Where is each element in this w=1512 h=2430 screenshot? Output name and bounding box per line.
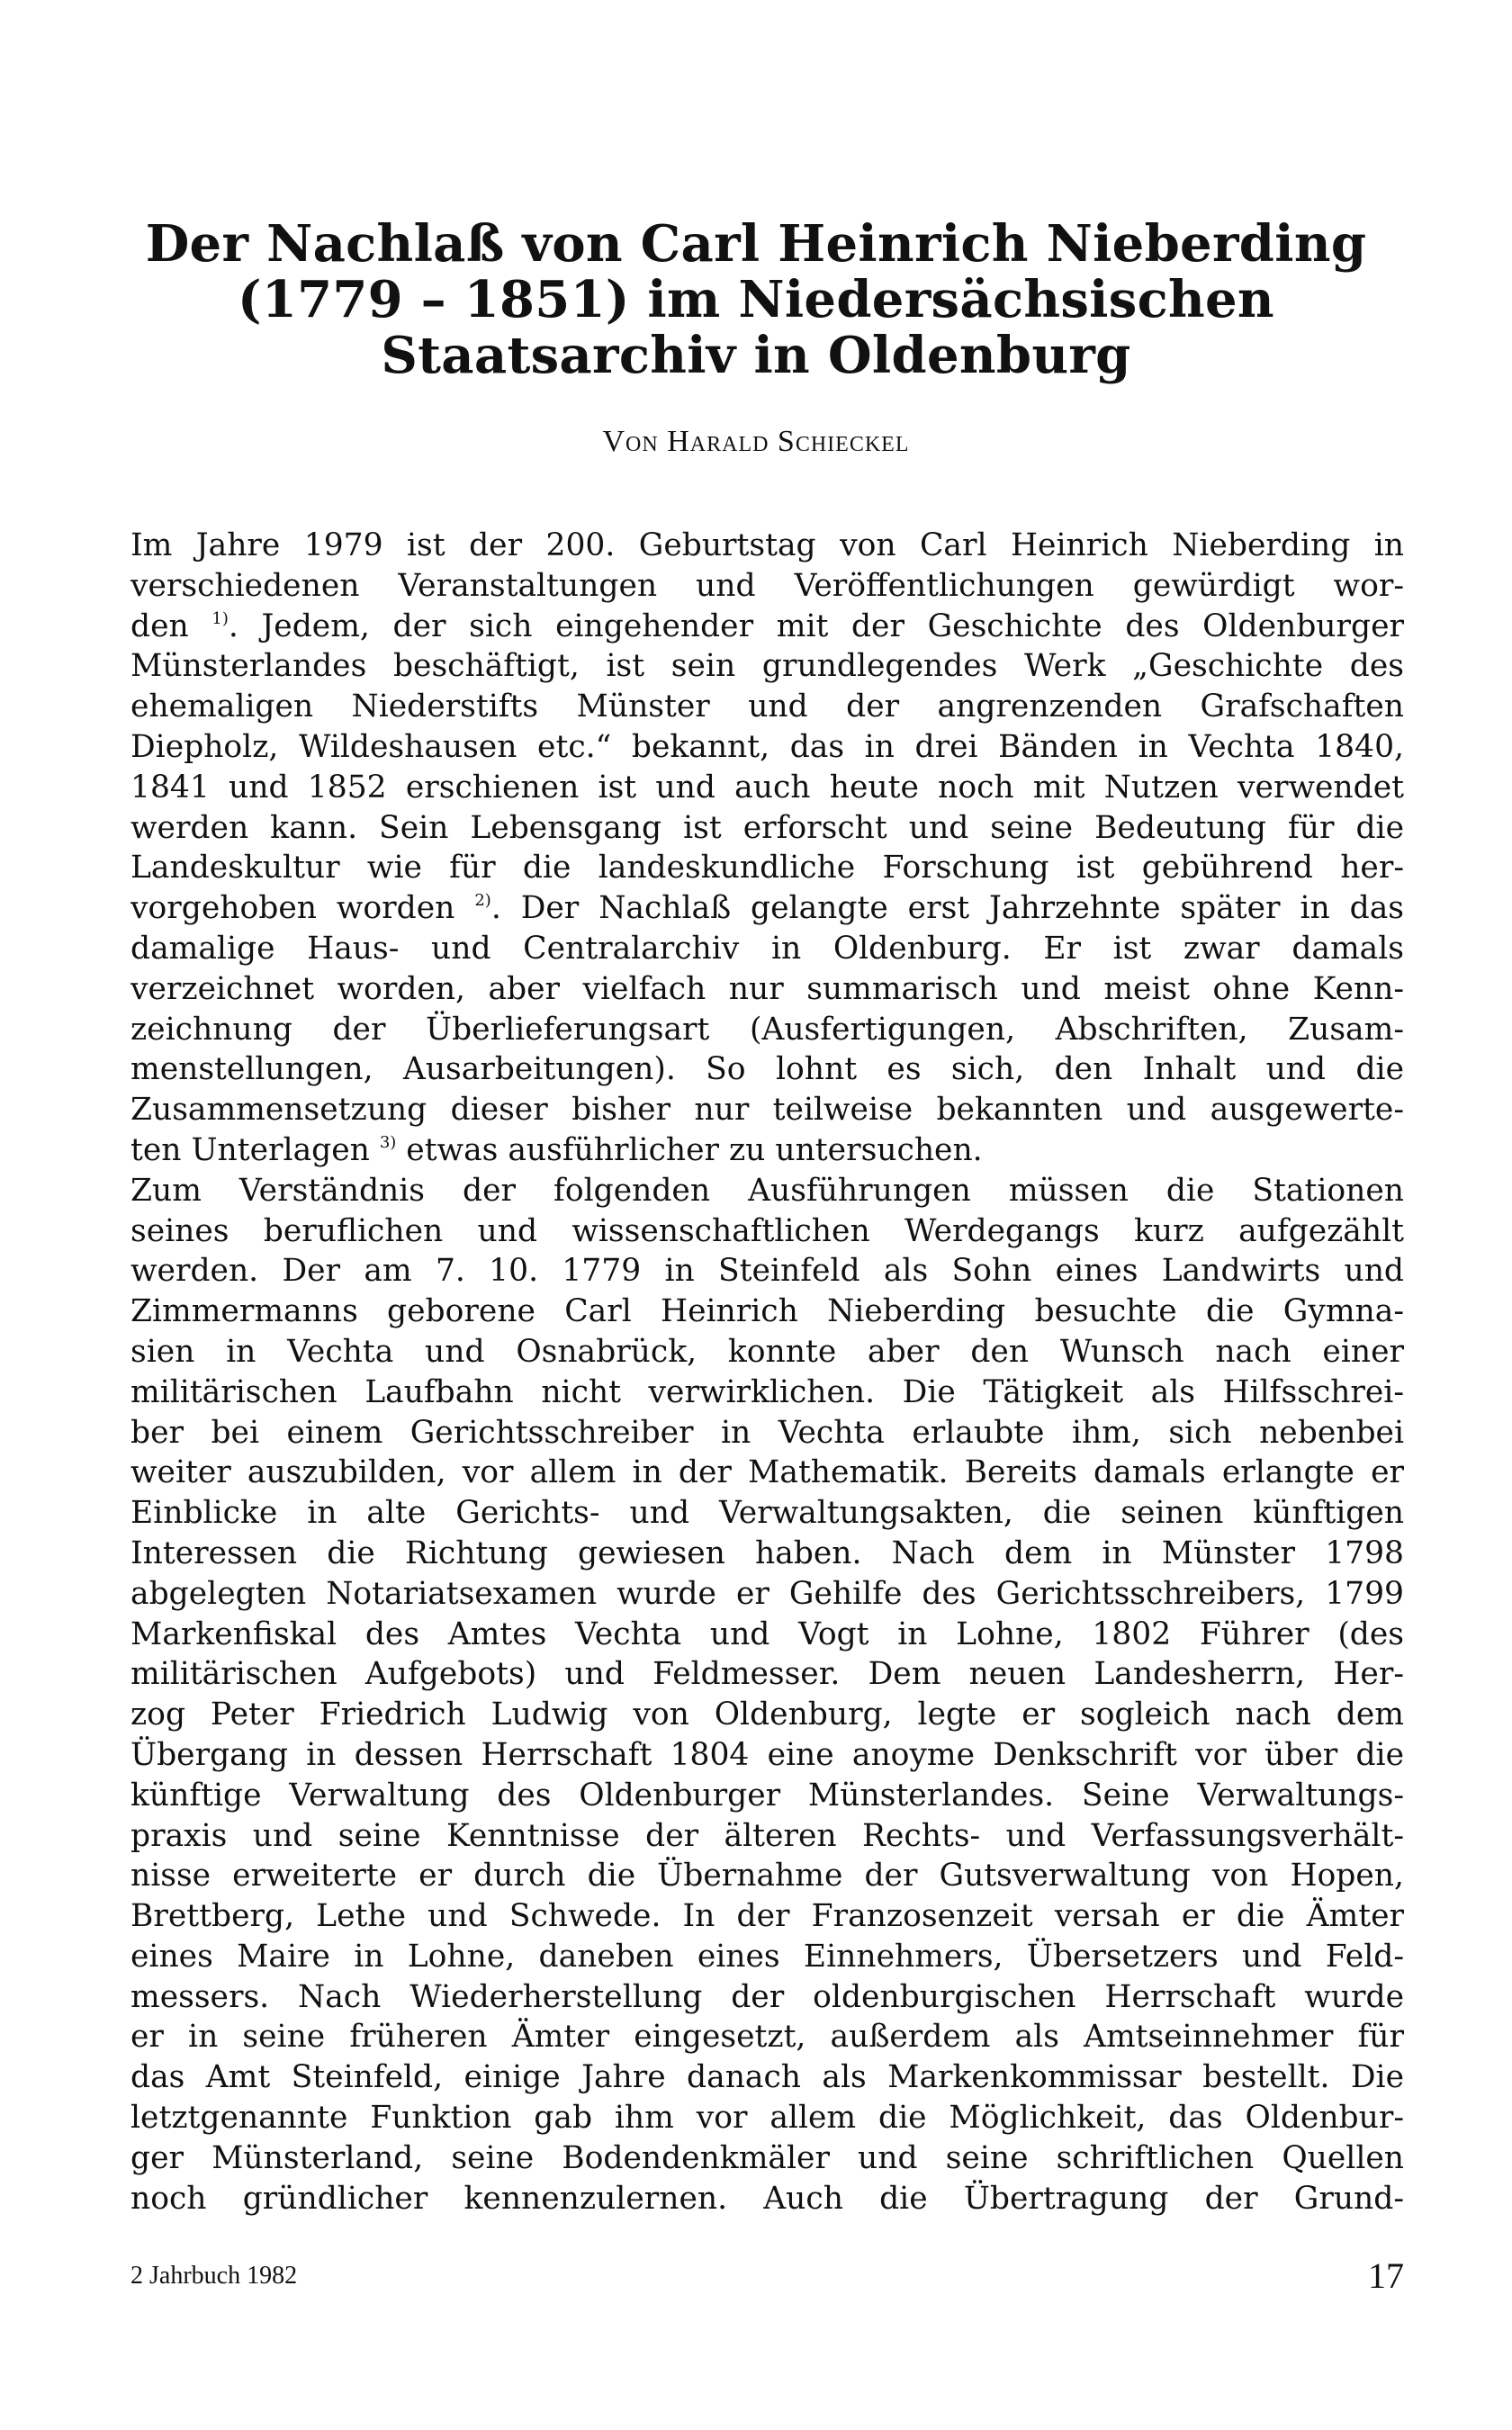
body-line-text: zog Peter Friedrich Ludwig von Oldenburg, legte er sogleich nach dem	[130, 1696, 1404, 1733]
body-line	[130, 1735, 1404, 1776]
body-line-text: werden. Der am 7. 10. 1779 in Steinfeld als Sohn eines Landwirts und	[130, 1253, 1404, 1290]
body-line	[130, 1090, 1404, 1130]
body-line	[130, 1171, 1404, 1211]
body-line-text: militärischen Aufgebots) und Feldmesser. Dem neuen Landesherrn, Her-	[130, 1656, 1404, 1693]
body-line	[130, 1413, 1404, 1454]
body-line-text: verzeichnet worden, aber vielfach nur summarisch und meist ohne Kenn-	[130, 970, 1404, 1007]
body-line	[130, 1251, 1404, 1292]
body-line	[130, 1493, 1404, 1534]
body-line-text: Zusammensetzung dieser bisher nur teilweise bekannten und ausgewerte-	[130, 1092, 1404, 1129]
body-line-text: menstellungen, Ausarbeitungen). So lohnt es sich, den Inhalt und die	[130, 1051, 1404, 1088]
body-line-text: sien in Vechta und Osnabrück, konnte aber den Wunsch nach einer	[130, 1333, 1404, 1370]
body-line	[130, 1615, 1404, 1655]
page-number: 17	[1368, 2255, 1404, 2296]
body-line	[130, 888, 1404, 929]
body-line-text: etwas ausführlicher zu untersuchen.	[396, 1131, 983, 1168]
body-line-text: Münsterlandes beschäftigt, ist sein grundlegendes Werk „Geschichte des	[130, 648, 1404, 685]
body-line-text: Landeskultur wie für die landeskundliche Forschung ist gebührend her-	[130, 850, 1404, 886]
body-line	[130, 727, 1404, 768]
body-line	[130, 848, 1404, 888]
body-line-text: Im Jahre 1979 ist der 200. Geburtstag von Carl Heinrich Nieberding in	[130, 527, 1404, 563]
footnote-marker: 3)	[379, 1132, 397, 1152]
body-line-text: seines beruflichen und wissenschaftlichen Werdegangs kurz aufgezählt	[130, 1212, 1404, 1249]
body-line	[130, 1695, 1404, 1735]
body-line-text: Interessen die Richtung gewiesen haben. Nach dem in Münster 1798	[130, 1534, 1404, 1571]
body-line	[130, 1292, 1404, 1332]
body-line	[130, 2098, 1404, 2138]
body-line-text: letztgenannte Funktion gab ihm vor allem die Möglichkeit, das Oldenbur-	[130, 2100, 1404, 2137]
body-line-text: praxis und seine Kenntnisse der älteren Rechts- und Verfassungsverhält-	[130, 1817, 1404, 1854]
body-line-text: ehemaligen Niederstifts Münster und der angrenzenden Grafschaften	[130, 688, 1404, 725]
body-line	[130, 566, 1404, 607]
body-line	[130, 2057, 1404, 2098]
body-line	[130, 1534, 1404, 1574]
body-line-text: . Der Nachlaß gelangte erst Jahrzehnte später in das	[490, 890, 1404, 927]
body-line	[130, 969, 1404, 1010]
body-line	[130, 1856, 1404, 1896]
body-line-text: zeichnung der Überlieferungsart (Ausfertigungen, Abschriften, Zusam-	[130, 1011, 1404, 1048]
body-line-text: Diepholz, Wildeshausen etc.“ bekannt, das in drei Bänden in Vechta 1840,	[130, 728, 1404, 765]
body-line	[130, 1937, 1404, 1977]
article-body	[130, 526, 1404, 2218]
body-line-text: Übergang in dessen Herrschaft 1804 eine anoyme Denkschrift vor über die	[130, 1736, 1404, 1773]
body-line-text: abgelegten Notariatsexamen wurde er Gehilfe des Gerichtsschreibers, 1799	[130, 1575, 1404, 1612]
body-line	[130, 1654, 1404, 1695]
body-line-text: künftige Verwaltung des Oldenburger Münsterlandes. Seine Verwaltungs-	[130, 1777, 1404, 1814]
title-line: Der Nachlaß von Carl Heinrich Nieberding	[145, 214, 1367, 274]
body-line-text: 1841 und 1852 erschienen ist und auch heute noch mit Nutzen verwendet	[130, 769, 1404, 806]
body-line-text: noch gründlicher kennenzulernen. Auch die Übertragung der Grund-	[130, 2180, 1404, 2217]
body-line-text: damalige Haus- und Centralarchiv in Oldenburg. Er ist zwar damals	[130, 930, 1404, 967]
body-line	[130, 2017, 1404, 2057]
body-line	[130, 1372, 1404, 1413]
body-line	[130, 1816, 1404, 1857]
body-line-text: den	[130, 608, 189, 644]
body-line	[130, 1574, 1404, 1615]
body-line-text: eines Maire in Lohne, daneben eines Einnehmers, Übersetzers und Feld-	[130, 1938, 1404, 1975]
body-line-text: Brettberg, Lethe und Schwede. In der Franzosenzeit versah er die Ämter	[130, 1898, 1404, 1935]
body-line	[130, 1896, 1404, 1937]
body-line-text: ten Unterlagen	[130, 1131, 370, 1168]
body-line	[130, 1130, 1404, 1171]
footnote-marker: 1)	[212, 608, 229, 628]
body-line-text: nisse erweiterte er durch die Übernahme der Gutsverwaltung von Hopen,	[130, 1858, 1404, 1894]
body-line	[130, 1453, 1404, 1493]
body-line-text: messers. Nach Wiederherstellung der oldenburgischen Herrschaft wurde	[130, 1978, 1404, 2015]
body-line	[130, 1211, 1404, 1252]
footnote-marker: 2)	[474, 891, 491, 911]
body-line	[130, 607, 1404, 647]
body-line	[130, 1977, 1404, 2018]
body-line	[130, 1049, 1404, 1090]
body-line	[130, 1010, 1404, 1050]
body-line-text: Zum Verständnis der folgenden Ausführungen müssen die Stationen	[130, 1172, 1404, 1209]
body-line	[130, 929, 1404, 969]
body-line-text: vorgehoben worden	[130, 890, 455, 927]
body-line-text: Markenfiskal des Amtes Vechta und Vogt in Lohne, 1802 Führer (des	[130, 1616, 1404, 1652]
body-line-text: . Jedem, der sich eingehender mit der Geschichte des Oldenburger	[228, 608, 1404, 644]
title-line: Staatsarchiv in Oldenburg	[381, 326, 1131, 385]
body-line	[130, 687, 1404, 727]
body-line	[130, 2138, 1404, 2179]
body-line	[130, 2179, 1404, 2219]
title-line: (1779 – 1851) im Niedersächsischen	[238, 270, 1274, 329]
body-line-text: verschiedenen Veranstaltungen und Veröffentlichungen gewürdigt wor-	[130, 567, 1404, 604]
body-line	[130, 526, 1404, 566]
author-byline: Von Harald Schieckel	[602, 425, 910, 458]
body-line-text: Zimmermanns geborene Carl Heinrich Nieberding besuchte die Gymna-	[130, 1293, 1404, 1330]
sheet-signature: 2 Jahrbuch 1982	[130, 2262, 298, 2290]
body-line-text: militärischen Laufbahn nicht verwirklichen. Die Tätigkeit als Hilfsschrei-	[130, 1373, 1404, 1410]
body-line-text: Einblicke in alte Gerichts- und Verwaltungsakten, die seinen künftigen	[130, 1495, 1404, 1532]
body-line-text: das Amt Steinfeld, einige Jahre danach als Markenkommissar bestellt. Die	[130, 2059, 1404, 2096]
body-line-text: ber bei einem Gerichtsschreiber in Vechta erlaubte ihm, sich nebenbei	[130, 1414, 1404, 1451]
body-line	[130, 1776, 1404, 1816]
body-line	[130, 646, 1404, 687]
body-line	[130, 768, 1404, 808]
body-line-text: werden kann. Sein Lebensgang ist erforscht und seine Bedeutung für die	[130, 809, 1404, 846]
body-line	[130, 1332, 1404, 1372]
body-line-text: ger Münsterland, seine Bodendenkmäler und seine schriftlichen Quellen	[130, 2139, 1404, 2176]
body-line-text: er in seine früheren Ämter eingesetzt, außerdem als Amtseinnehmer für	[130, 2019, 1404, 2056]
body-line	[130, 808, 1404, 849]
body-line-text: weiter auszubilden, vor allem in der Mathematik. Bereits damals erlangte er	[130, 1454, 1404, 1491]
article-title	[126, 216, 1386, 383]
